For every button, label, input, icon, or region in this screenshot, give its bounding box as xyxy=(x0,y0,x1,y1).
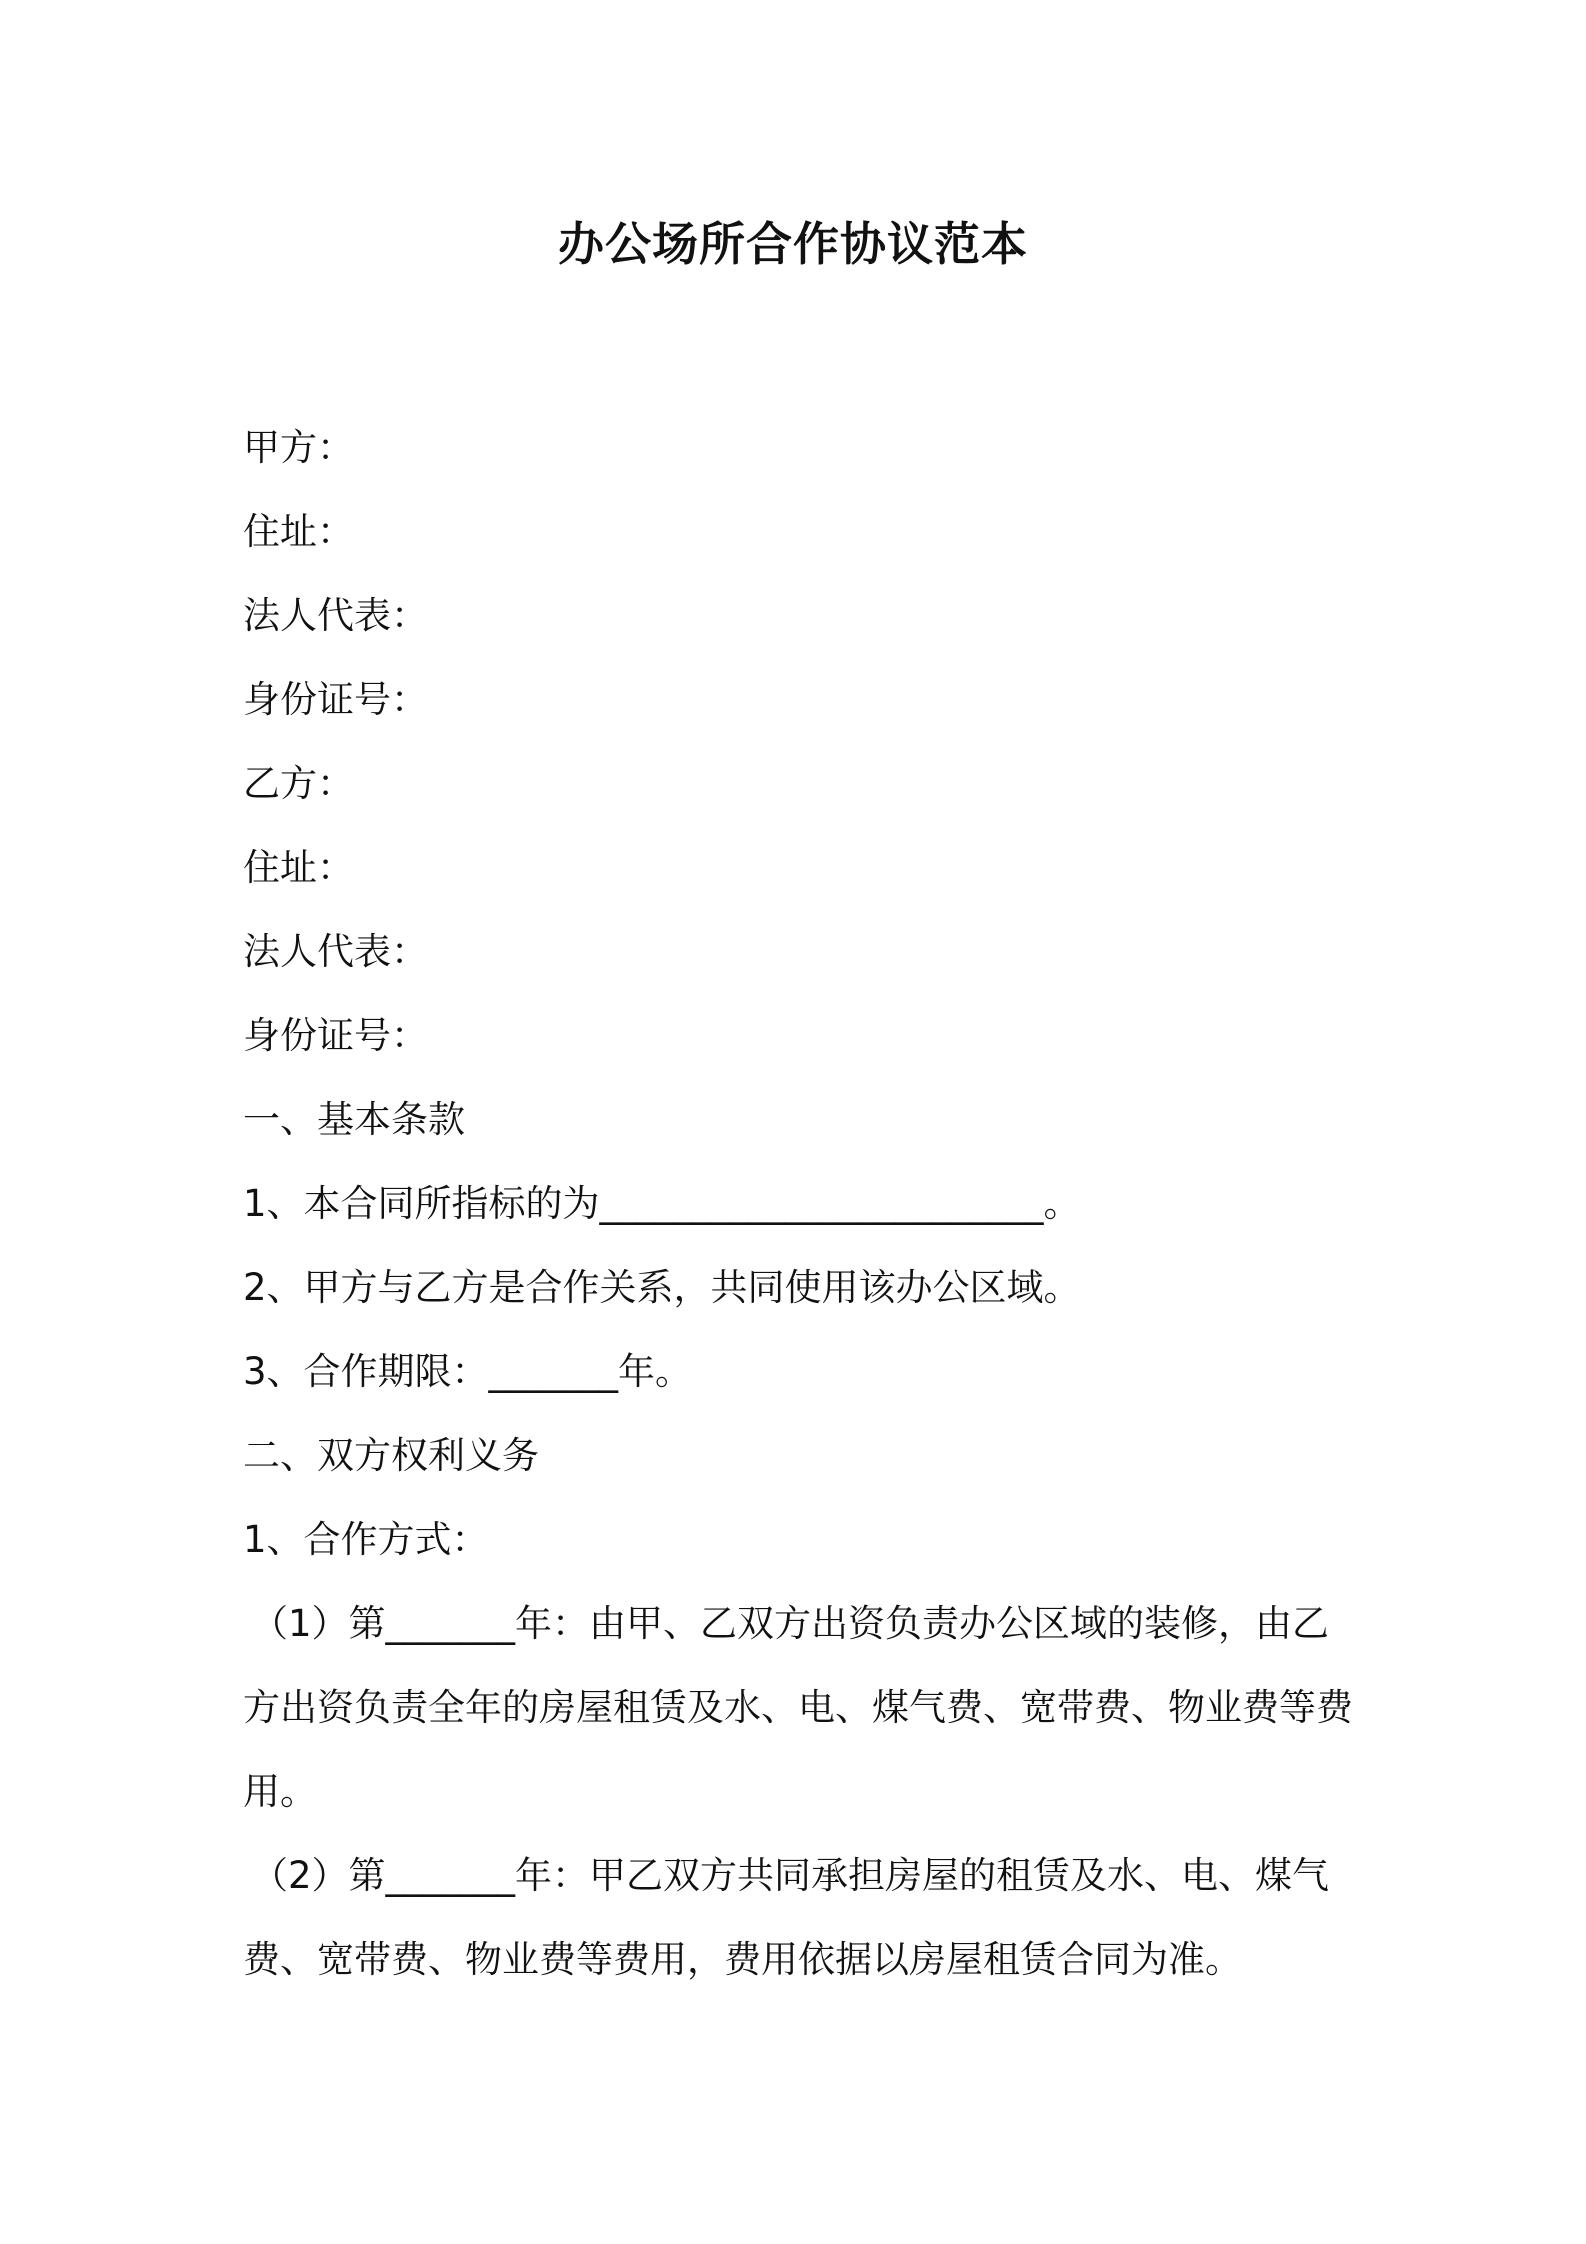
document-body xyxy=(243,406,1363,2002)
party-b-id-number: 身份证号： xyxy=(243,1014,428,1057)
party-a-label: 甲方： xyxy=(243,426,354,469)
section-1-heading: 一、基本条款 xyxy=(243,1098,465,1141)
party-a-address: 住址： xyxy=(243,510,354,553)
party-a-legal-rep: 法人代表： xyxy=(243,594,428,637)
section-1-item-3: 3、合作期限：_______年。 xyxy=(243,1350,693,1393)
party-b-label: 乙方： xyxy=(243,762,354,805)
clause-1-text: （1）第_______年：由甲、乙双方出资负责办公区域的装修，由乙方出资负责全年的房屋租赁及水、电、煤气费、宽带费、物业费等费用。 xyxy=(243,1602,1353,1813)
document-title: 办公场所合作协议范本 xyxy=(558,217,1028,271)
party-a-id-number: 身份证号： xyxy=(243,678,428,721)
section-2-clause-1 xyxy=(243,1582,1363,1834)
section-1-item-1: 1、本合同所指标的为________________________。 xyxy=(243,1182,1081,1225)
party-b-address: 住址： xyxy=(243,846,354,889)
party-b-legal-rep: 法人代表： xyxy=(243,930,428,973)
section-2-heading: 二、双方权利义务 xyxy=(243,1434,539,1477)
section-2-item-1: 1、合作方式： xyxy=(243,1518,489,1561)
section-2-clause-2 xyxy=(243,1834,1363,2002)
section-1-item-2: 2、甲方与乙方是合作关系，共同使用该办公区域。 xyxy=(243,1266,1081,1309)
clause-2-text: （2）第_______年：甲乙双方共同承担房屋的租赁及水、电、煤气费、宽带费、物业费等费用，费用依据以房屋租赁合同为准。 xyxy=(243,1854,1330,1981)
